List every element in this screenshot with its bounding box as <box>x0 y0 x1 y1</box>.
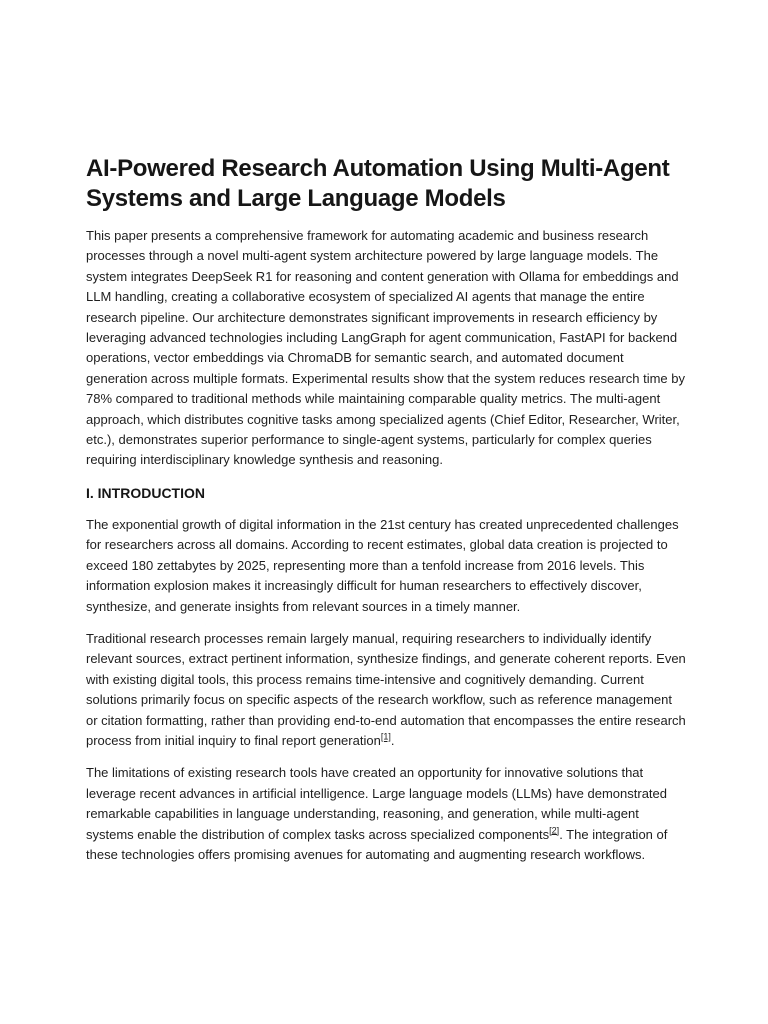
citation-link-2[interactable]: [2] <box>549 825 560 836</box>
intro-paragraph-3-text-a: The limitations of existing research tools have created an opportunity for innovative solutions that leverage recent advances in artificial intelligence. Large language models (LLMs) have demonstrated remarkable capabilities in language understanding, reasoning, and generation, while multi-agent systems enable the distribution of complex tasks across specialized components <box>86 765 668 842</box>
paper-title: AI-Powered Research Automation Using Multi-Agent Systems and Large Language Models <box>86 155 670 212</box>
intro-paragraph-2-text: Traditional research processes remain largely manual, requiring researchers to individually identify relevant sources, extract pertinent information, synthesize findings, and generate coherent reports. Even with existing digital tools, this process remains time-intensive and cognitively demanding. Current solutions primarily focus on specific aspects of the research workflow, such as reference management or citation formatting, rather than providing end-to-end automation that encompasses the entire research process from initial inquiry to final report generation <box>86 630 686 748</box>
paper-page <box>86 154 686 877</box>
intro-paragraph-2-end: . <box>390 732 395 748</box>
intro-paragraph-2 <box>86 629 686 751</box>
intro-paragraph-3-text-b: . The integration of these technologies offers promising avenues for automating and augmenting research workflows. <box>86 826 668 862</box>
intro-paragraph-1: The exponential growth of digital information in the 21st century has created unprecedented challenges for researchers across all domains. According to recent estimates, global data creation is projected to exceed 180 zettabytes by 2025, representing more than a tenfold increase from 2016 levels. This information explosion makes it increasingly difficult for human researchers to effectively discover, synthesize, and generate insights from relevant sources in a timely manner. <box>86 516 679 614</box>
abstract-paragraph: This paper presents a comprehensive framework for automating academic and business research processes through a novel multi-agent system architecture powered by large language models. The system integrates DeepSeek R1 for reasoning and content generation with Ollama for embeddings and LLM handling, creating a collaborative ecosystem of specialized AI agents that manage the entire research pipeline. Our architecture demonstrates significant improvements in research efficiency by leveraging advanced technologies including LangGraph for agent communication, FastAPI for backend operations, vector embeddings via ChromaDB for semantic search, and automated document generation across multiple formats. Experimental results show that the system reduces research time by 78% compared to traditional methods while maintaining comparable quality metrics. The multi-agent approach, which distributes cognitive tasks among specialized agents (Chief Editor, Researcher, Writer, etc.), demonstrates superior performance to single-agent systems, particularly for complex queries requiring interdisciplinary knowledge synthesis and reasoning. <box>86 228 685 468</box>
section-heading-introduction: I. INTRODUCTION <box>86 484 205 501</box>
citation-link-1[interactable]: [1] <box>380 731 391 742</box>
intro-paragraph-3 <box>86 763 686 865</box>
